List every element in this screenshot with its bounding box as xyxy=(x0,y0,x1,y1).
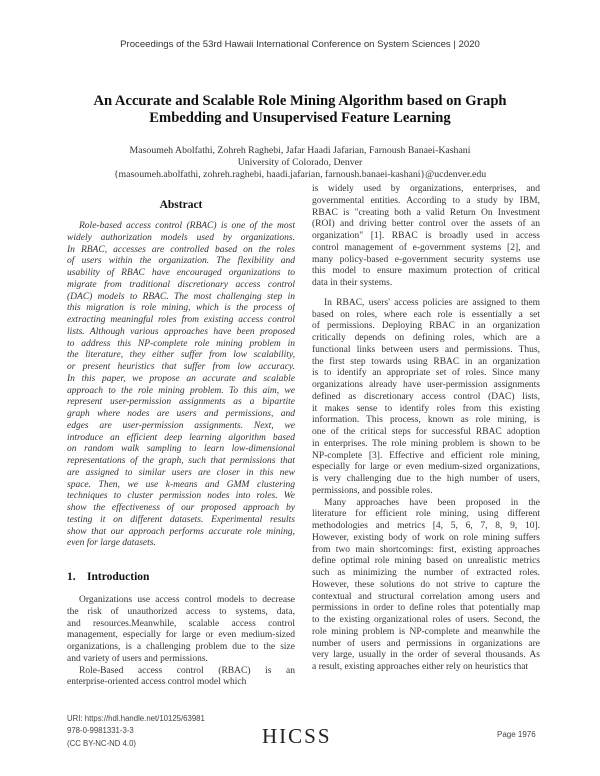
text-line: show the effectiveness of our proposed approach by xyxy=(67,503,295,513)
text-line: introduce an efficient deep learning algorithm based xyxy=(67,432,295,443)
footer-uri: URI: https://hdl.handle.net/10125/63981 xyxy=(67,714,205,723)
footer-license: (CC BY-NC-ND 4.0) xyxy=(67,738,137,748)
text-line: define optimal role mining based on unrealistic metrics xyxy=(312,556,540,567)
text-line: techniques to cluster permission nodes into roles. We xyxy=(67,491,295,502)
text-line: organization" [1]. RBAC is broadly used in access xyxy=(312,231,540,241)
text-line: number of users and permissions in organizations are xyxy=(312,638,540,649)
page-number: Page 1976 xyxy=(497,730,536,739)
text-line: of permissions. Deploying RBAC in an organization xyxy=(312,321,540,332)
author-affiliation: University of Colorado, Denver xyxy=(237,157,363,168)
text-line: Role-Based access control (RBAC) is an xyxy=(79,665,295,676)
text-line: of users within the organization. The flexibility and xyxy=(67,256,295,267)
text-line: permissions in order to define roles that potentially map xyxy=(312,603,540,614)
text-line: the risk of unauthorized access to systems, data, xyxy=(67,606,295,617)
text-line: this migration is role mining, which is the process of xyxy=(67,303,295,314)
text-line: role mining problem is NP-complete and meanwhile the xyxy=(312,626,540,637)
paragraph xyxy=(67,666,295,690)
text-line: critically depends on defining roles, which are a xyxy=(312,333,540,343)
text-line: In RBAC, accesses are controlled based on the roles xyxy=(67,244,295,255)
text-line: widely authorization models used by organizations. xyxy=(67,232,295,243)
text-line: to the existing organizational roles of users. Second, the xyxy=(312,615,540,625)
text-line: (ROI) and driving better control over the assets of an xyxy=(312,219,540,230)
text-line: and variety of users and permissions. xyxy=(67,653,208,664)
text-line: enterprise-oriented access control model which xyxy=(67,677,247,688)
title-line: An Accurate and Scalable Role Mining Algorithm based on Graph xyxy=(93,93,507,109)
title-line: Embedding and Unsupervised Feature Learning xyxy=(149,110,451,126)
paper-title xyxy=(60,93,540,127)
text-line: In this paper, we propose an accurate and scalable xyxy=(67,373,295,384)
introduction-right-column xyxy=(312,184,540,682)
text-line: graph where nodes are users and permissions, and xyxy=(67,409,295,419)
text-line: testing it on different datasets. Experimental results xyxy=(67,514,295,525)
text-line: representations of the graph, such that permissions that xyxy=(67,456,295,466)
text-line: space. Then, we use k-means and GMM clustering xyxy=(67,479,295,490)
text-line: one of the critical steps for successful RBAC adoption xyxy=(312,427,540,437)
paragraph xyxy=(312,298,540,498)
text-line: extracting meaningful roles from existing access control xyxy=(67,315,295,325)
text-line: Organizations use access control models to decrease xyxy=(79,595,295,605)
text-line: from two main shortcomings: first, existing approaches xyxy=(312,544,540,555)
text-line: migrate from traditional discretionary access control xyxy=(67,279,295,290)
paragraph xyxy=(312,498,540,674)
text-line: governmental entities. According to a study by IBM, xyxy=(312,195,540,206)
text-line: is widely used by organizations, enterprises, and xyxy=(312,184,540,194)
author-emails: {masoumeh.abolfathi, zohreh.raghebi, haadi.jafarian, farnoush.banaei-kashani}@ucdenver.edu xyxy=(113,169,487,180)
text-line: methodologies and metrics [4, 5, 6, 7, 8, 9, 10]. xyxy=(312,521,540,531)
text-line: functional links between users and permissions. Thus, xyxy=(312,344,540,355)
text-line: RBAC is "creating both a valid Return On Investment xyxy=(312,207,540,218)
text-line: literature for efficient role mining, using different xyxy=(312,509,540,520)
text-line: organizations already have user-permission assignments xyxy=(312,380,540,390)
paragraph xyxy=(312,184,540,290)
paragraph xyxy=(67,595,295,666)
text-line: Role-based access control (RBAC) is one of the most xyxy=(79,221,295,231)
section-heading-introduction xyxy=(67,571,149,583)
running-header: Proceedings of the 53rd Hawaii International Conference on System Sciences | 2020 xyxy=(120,39,480,50)
text-line: in enterprises. The role mining problem is shown to be xyxy=(312,438,540,449)
text-line: However, existing body of work on role mining suffers xyxy=(312,532,540,543)
text-line: based on roles, where each role is essentially a set xyxy=(312,309,540,320)
text-line: is to identify an appropriate set of roles. Since many xyxy=(312,368,540,379)
text-line: this model to ensure maximum protection of critical xyxy=(312,266,540,277)
text-line: such as minimizing the number of extracted roles. xyxy=(312,568,540,578)
text-line: especially for large or even medium-sized organizations, xyxy=(312,462,540,473)
text-line: approach to the role mining problem. To this aim, we xyxy=(67,385,295,396)
text-line: control management of e-government systems [2], and xyxy=(312,242,540,253)
text-line: Many approaches have been proposed in the xyxy=(324,497,540,508)
text-line: However, these solutions do not strive to capture the xyxy=(312,579,540,590)
text-line: is very challenging due to the high number of users, xyxy=(312,474,540,484)
introduction-left-column xyxy=(67,595,295,697)
text-line: the literature, they either suffer from low scalability, xyxy=(67,350,295,361)
text-line: contextual and structural correlation among users and xyxy=(312,591,540,602)
text-line: are assigned to similar users are closer in this new xyxy=(67,467,295,478)
text-line: (DAC) models to RBAC. The most challenging step in xyxy=(67,291,295,302)
text-line: management, especially for large or even medium-sized xyxy=(67,630,295,641)
text-line: In RBAC, users' access policies are assigned to them xyxy=(324,297,540,308)
text-line: organizations, is a challenging problem due to the size xyxy=(67,642,295,652)
text-line: show that our approach performs accurate role mining, xyxy=(67,526,295,537)
text-line: data in their systems. xyxy=(312,278,393,288)
text-line: represent user-permission assignments as a bipartite xyxy=(67,397,295,408)
abstract-heading: Abstract xyxy=(159,199,203,211)
author-block xyxy=(60,145,540,181)
text-line: even for large datasets. xyxy=(67,538,156,549)
text-line: very large, usually in the order of several thousands. As xyxy=(312,650,540,661)
author-names: Masoumeh Abolfathi, Zohreh Raghebi, Jafar Haadi Jafarian, Farnoush Banaei-Kashani xyxy=(129,145,471,156)
section-number: 1. xyxy=(67,571,76,583)
section-title: Introduction xyxy=(87,571,150,583)
text-line: NP-complete [3]. Effective and efficient role mining, xyxy=(312,450,540,461)
text-line: many policy-based e-government security systems use xyxy=(312,254,540,265)
footer-isbn: 978-0-9981331-3-3 xyxy=(67,726,134,736)
text-line: permissions, and possible roles. xyxy=(312,485,433,496)
text-line: lists. Although various approaches have been proposed xyxy=(67,326,295,337)
footer-metadata xyxy=(67,713,205,750)
text-line: the first step towards using RBAC in an organization xyxy=(312,356,540,367)
paragraph xyxy=(67,221,295,550)
text-line: and resources.Meanwhile, scalable access control xyxy=(67,618,295,629)
text-line: defined as discretionary access control (DAC) lists, xyxy=(312,391,540,402)
text-line: edges are user-permission assignments. Next, we xyxy=(67,420,295,431)
text-line: it makes sense to identify roles from this existing xyxy=(312,403,540,414)
text-line: information. This process, known as role mining, is xyxy=(312,415,540,426)
abstract-body xyxy=(67,221,295,558)
text-line: to address this NP-complete role mining problem in xyxy=(67,338,295,349)
text-line: or present heuristics that suffer from low accuracy. xyxy=(67,362,295,372)
text-line: on random walk sampling to learn low-dimensional xyxy=(67,444,295,455)
hicss-logo: HICSS xyxy=(262,724,332,748)
text-line: usability of RBAC have encouraged organizations to xyxy=(67,268,295,278)
text-line: a result, existing approaches either rely on heuristics that xyxy=(312,662,529,672)
